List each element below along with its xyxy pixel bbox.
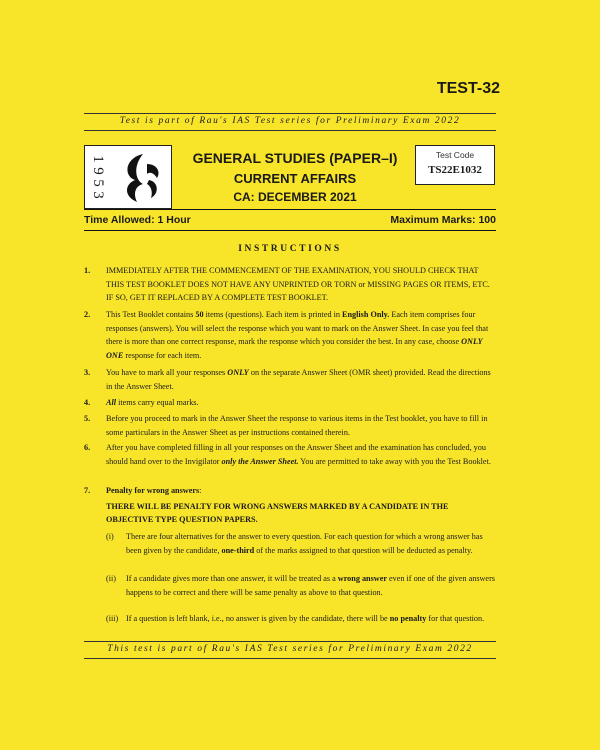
rau-logo bbox=[84, 145, 172, 209]
test-code-box bbox=[415, 145, 495, 185]
paper-month: CA: DECEMBER 2021 bbox=[233, 190, 357, 204]
test-code-value: TS22E1032 bbox=[428, 164, 482, 176]
divider bbox=[84, 641, 496, 642]
instruction-item: 7. Penalty for wrong answers: THERE WILL BE PENALTY FOR WRONG ANSWERS MARKED BY A CANDIDATE IN THE OBJECTIVE TYPE QUESTION PAPERS. bbox=[84, 486, 449, 525]
divider bbox=[84, 130, 496, 131]
instruction-item: 1. IMMEDIATELY AFTER THE COMMENCEMENT OF THE EXAMINATION, YOU SHOULD CHECK THAT THIS TEST BOOKLET DOES NOT HAVE ANY UNPRINTED OR TORN or MISSING PAGES OR ITEMS, ETC. IF SO, GET IT REPLACED BY A COMPLETE TEST BOOKLET. bbox=[84, 266, 490, 303]
instruction-item: 3. You have to mark all your responses ONLY on the separate Answer Sheet (OMR sheet) provided. Read the directions in the Answer Sheet. bbox=[84, 368, 491, 391]
instruction-item: 2. This Test Booklet contains 50 items (questions). Each item is printed in English Only. Each item comprises four responses (answers). You will select the response which you want to mark on the Answer Sheet. In case you feel that there is more than one correct response, mark the response which you consider the best. In any case, choose ONLY ONE response for each item. bbox=[84, 310, 489, 360]
test-number: TEST-32 bbox=[436, 80, 500, 97]
tagline-top: Test is part of Rau's IAS Test series for Preliminary Exam 2022 bbox=[119, 116, 461, 126]
instruction-item: 6. After you have completed filling in all your responses on the Answer Sheet and the examination has concluded, you should hand over to the Invigilator only the Answer Sheet. You are permitted to take away with you the Test Booklet. bbox=[84, 443, 491, 466]
paper-title: GENERAL STUDIES (PAPER–I) bbox=[192, 150, 398, 166]
instruction-item: 5. Before you proceed to mark in the Answer Sheet the response to various items in the Test booklet, you have to fill in some particulars in the Answer Sheet as per instructions contained therein. bbox=[84, 414, 488, 437]
instructions-heading: INSTRUCTIONS bbox=[238, 244, 342, 254]
penalty-subitem: (iii) If a question is left blank, i.e., no answer is given by the candidate, there will be no penalty for that question. bbox=[106, 614, 485, 623]
instruction-item: 4. All items carry equal marks. bbox=[84, 398, 199, 407]
logo-year: 1 9 5 3 bbox=[90, 155, 106, 199]
penalty-subitem: (i) There are four alternatives for the answer to every question. For each question for which a wrong answer has been given by the candidate, one-third of the marks assigned to that question will be deducted as penalty. bbox=[106, 532, 483, 555]
divider bbox=[84, 230, 496, 231]
divider bbox=[84, 209, 496, 210]
divider bbox=[84, 113, 496, 114]
tagline-bottom: This test is part of Rau's IAS Test series for Preliminary Exam 2022 bbox=[107, 644, 473, 654]
test-code-label: Test Code bbox=[435, 150, 475, 160]
penalty-subitem: (ii) If a candidate gives more than one answer, it will be treated as a wrong answer even if one of the given answers happens to be correct and there will be same penalty as above to that question. bbox=[106, 574, 495, 597]
time-allowed: Time Allowed: 1 Hour bbox=[84, 214, 191, 226]
divider bbox=[84, 658, 496, 659]
paper-subject: CURRENT AFFAIRS bbox=[233, 171, 357, 186]
logo-emblem-icon bbox=[113, 150, 167, 204]
maximum-marks: Maximum Marks: 100 bbox=[390, 214, 496, 226]
